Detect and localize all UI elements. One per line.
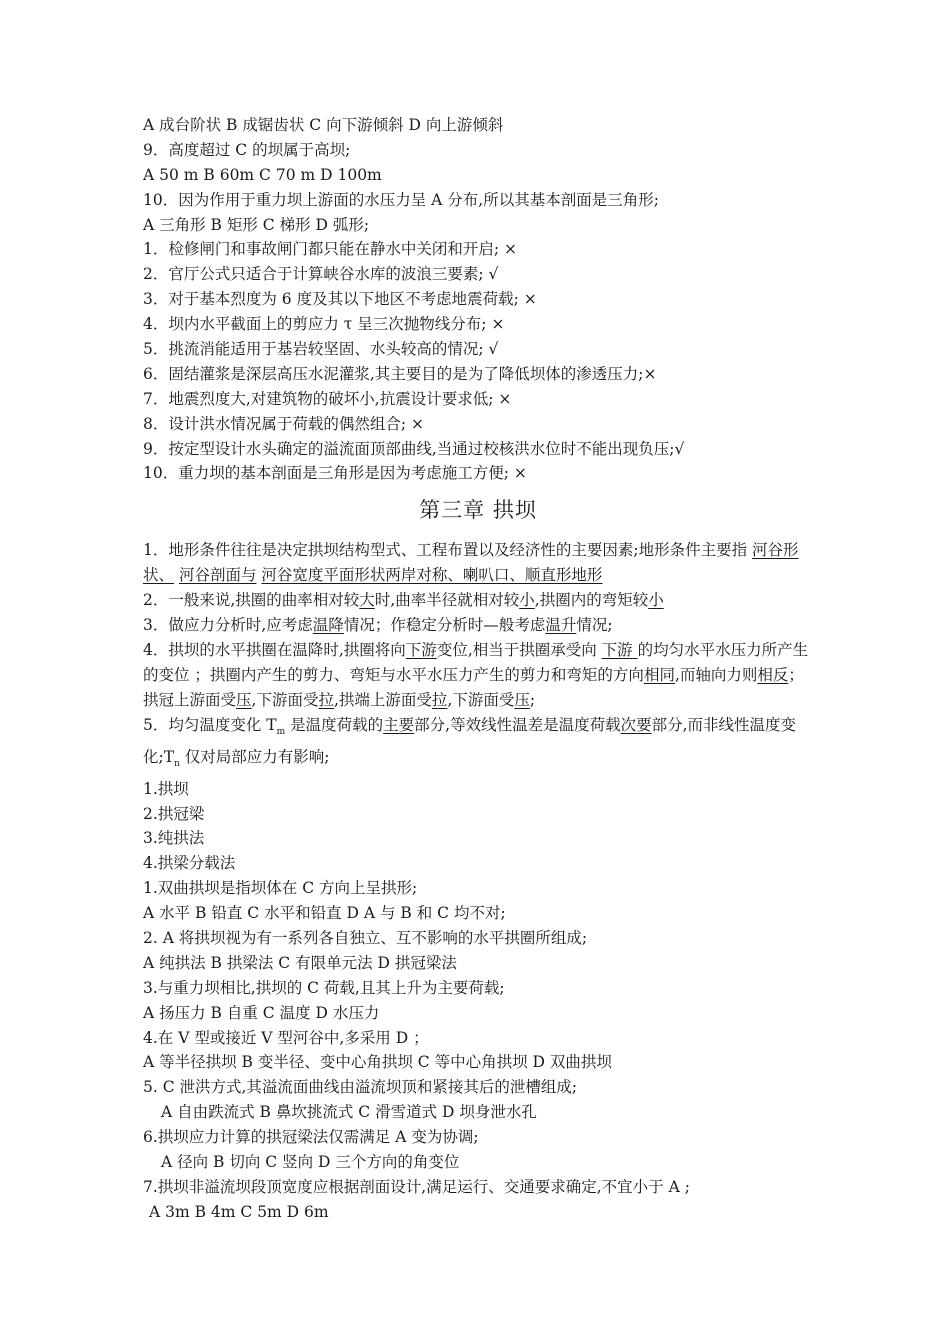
text-span: 是温度荷载的 bbox=[285, 715, 384, 734]
subscript: m bbox=[276, 726, 286, 737]
choice-line: 5. C 泄洪方式,其溢流面曲线由溢流坝顶和紧接其后的泄槽组成; bbox=[143, 1078, 578, 1097]
text-span: 部分,等效线性温差是温度荷载 bbox=[414, 715, 621, 734]
answer-blank: 相反 bbox=[757, 665, 789, 684]
choice-line: A 扬压力 B 自重 C 温度 D 水压力 bbox=[143, 1003, 380, 1022]
true-false-item: 7．地震烈度大,对建筑物的破坏小,抗震设计要求低; × bbox=[143, 389, 512, 408]
choice-line: A 径向 B 切向 C 竖向 D 三个方向的角变位 bbox=[161, 1153, 460, 1172]
answer-blank: 温升 bbox=[545, 616, 577, 635]
true-false-item: 3．对于基本烈度为 6 度及其以下地区不考虑地震荷载; × bbox=[143, 290, 537, 309]
choice-line: A 自由跌流式 B 鼻坎挑流式 C 滑雪道式 D 坝身泄水孔 bbox=[161, 1103, 537, 1122]
term-item: 4.拱梁分载法 bbox=[143, 854, 236, 873]
true-false-item: 6．固结灌浆是深层高压水泥灌浆,其主要目的是为了降低坝体的渗透压力;× bbox=[143, 364, 657, 383]
true-false-item: 5．挑流消能适用于基岩较坚固、水头较高的情况; √ bbox=[143, 340, 499, 359]
answer-blank: 大 bbox=[359, 591, 375, 610]
text-span: 仅对局部应力有影响; bbox=[179, 747, 330, 766]
text-span: 3．做应力分析时,应考虑 bbox=[143, 616, 313, 635]
text-span: 的均匀水平水压力所产生的变位 ；拱圈内产生的剪力、弯矩与水平水压力产生的剪力和弯矩的方向 bbox=[143, 640, 809, 684]
text-span: ；拱冠上游面受 bbox=[143, 665, 804, 709]
text-span: ,拱圈内的弯矩较 bbox=[534, 591, 649, 610]
term-item: 3.纯拱法 bbox=[143, 829, 205, 848]
choice-line: A 纯拱法 B 拱梁法 C 有限单元法 D 拱冠梁法 bbox=[143, 953, 457, 972]
answer-blank: 河谷宽度平面形状两岸对称、喇叭口、顺直形地形 bbox=[261, 566, 603, 585]
fill-blank-item-4 bbox=[143, 638, 813, 713]
choice-line: 2. A 将拱坝视为有一系列各自独立、互不影响的水平拱圈所组成; bbox=[143, 929, 588, 948]
fill-blank-item-5 bbox=[143, 713, 813, 777]
text-span: 5．均匀温度变化 T bbox=[143, 715, 277, 734]
term-item: 2.拱冠梁 bbox=[143, 804, 205, 823]
answer-blank: 压 bbox=[236, 690, 252, 709]
true-false-item: 9．按定型设计水头确定的溢流面顶部曲线,当通过校核洪水位时不能出现负压;√ bbox=[143, 439, 685, 458]
true-false-item: 4．坝内水平截面上的剪应力 τ 呈三次抛物线分布; × bbox=[143, 315, 505, 334]
choice-line: A 3m B 4m C 5m D 6m bbox=[149, 1202, 329, 1221]
answer-blank: 小 bbox=[519, 591, 535, 610]
answer-blank: 温降 bbox=[312, 616, 344, 635]
answer-blank: 压 bbox=[514, 690, 530, 709]
answer-blank: 下游 bbox=[405, 640, 437, 659]
term-item: 1.拱坝 bbox=[143, 779, 189, 798]
answer-blank: 拉 bbox=[318, 690, 334, 709]
choice-line: 3.与重力坝相比,拱坝的 C 荷载,且其上升为主要荷载; bbox=[143, 978, 505, 997]
fill-blank-block bbox=[143, 538, 813, 776]
true-false-item: 8．设计洪水情况属于荷载的偶然组合; × bbox=[143, 414, 424, 433]
text-span: 时,曲率半径就相对较 bbox=[374, 591, 520, 610]
text-span: 部分,而非线性温度变化;T bbox=[143, 715, 797, 766]
choice-line: 6.拱坝应力计算的拱冠梁法仅需满足 A 变为协调; bbox=[143, 1128, 479, 1147]
answer-blank: 下游 bbox=[601, 640, 638, 659]
true-false-item: 1．检修闸门和事故闸门都只能在静水中关闭和开启; × bbox=[143, 240, 517, 259]
text-span: ,而轴向力则 bbox=[674, 665, 758, 684]
text-line: A 三角形 B 矩形 C 梯形 D 弧形; bbox=[143, 215, 370, 234]
answer-blank: 主要 bbox=[383, 715, 415, 734]
choice-line: A 水平 B 铅直 C 水平和铅直 D A 与 B 和 C 均不对; bbox=[143, 904, 506, 923]
answer-blank: 小 bbox=[648, 591, 664, 610]
document-page bbox=[143, 113, 813, 1225]
choice-block bbox=[143, 876, 813, 1224]
true-false-item: 2．官厅公式只适合于计算峡谷水库的波浪三要素; √ bbox=[143, 265, 499, 284]
subscript: n bbox=[174, 758, 180, 769]
answer-blank: 次要 bbox=[620, 715, 652, 734]
fill-blank-item-2 bbox=[143, 588, 813, 613]
text-span: 2．一般来说,拱圈的曲率相对较 bbox=[143, 591, 360, 610]
answer-blank: 河谷形状、 bbox=[143, 541, 799, 585]
section2-choice-block bbox=[143, 113, 813, 237]
choice-line: 4.在 V 型或接近 V 型河谷中,多采用 D ； bbox=[143, 1028, 429, 1047]
text-line: A 50 m B 60m C 70 m D 100m bbox=[143, 165, 382, 184]
text-span: 情况；作稳定分析时—般考虑 bbox=[343, 616, 546, 635]
fill-blank-item-3 bbox=[143, 613, 813, 638]
terms-block bbox=[143, 777, 813, 877]
text-span: ,下游面受 bbox=[447, 690, 515, 709]
choice-line: 1.双曲拱坝是指坝体在 C 方向上呈拱形; bbox=[143, 879, 418, 898]
true-false-block bbox=[143, 237, 813, 486]
text-span: 变位,相当于拱圈承受向 bbox=[436, 640, 602, 659]
answer-blank: 河谷剖面与 bbox=[178, 566, 257, 585]
text-span: 4．拱坝的水平拱圈在温降时,拱圈将向 bbox=[143, 640, 406, 659]
text-span: 情况; bbox=[576, 616, 613, 635]
fill-blank-item-1 bbox=[143, 538, 813, 588]
answer-blank: 相同 bbox=[643, 665, 675, 684]
text-line: 10．因为作用于重力坝上游面的水压力呈 A 分布,所以其基本剖面是三角形; bbox=[143, 190, 659, 209]
text-span: ; bbox=[529, 690, 536, 709]
chapter-title: 第三章 拱坝 bbox=[419, 498, 537, 523]
choice-line: 7.拱坝非溢流坝段顶宽度应根据剖面设计,满足运行、交通要求确定,不宜小于 A ; bbox=[143, 1177, 690, 1196]
answer-blank: 拉 bbox=[431, 690, 448, 709]
text-span: 1．地形条件往往是决定拱坝结构型式、工程布置以及经济性的主要因素;地形条件主要指 bbox=[143, 541, 753, 560]
text-span: ,拱端上游面受 bbox=[333, 690, 432, 709]
true-false-item: 10．重力坝的基本剖面是三角形是因为考虑施工方便; × bbox=[143, 464, 527, 483]
text-line: 9．高度超过 C 的坝属于高坝; bbox=[143, 140, 351, 159]
text-span: ,下游面受 bbox=[251, 690, 319, 709]
text-line: A 成台阶状 B 成锯齿状 C 向下游倾斜 D 向上游倾斜 bbox=[143, 116, 504, 134]
choice-line: A 等半径拱坝 B 变半径、变中心角拱坝 C 等中心角拱坝 D 双曲拱坝 bbox=[143, 1053, 612, 1072]
